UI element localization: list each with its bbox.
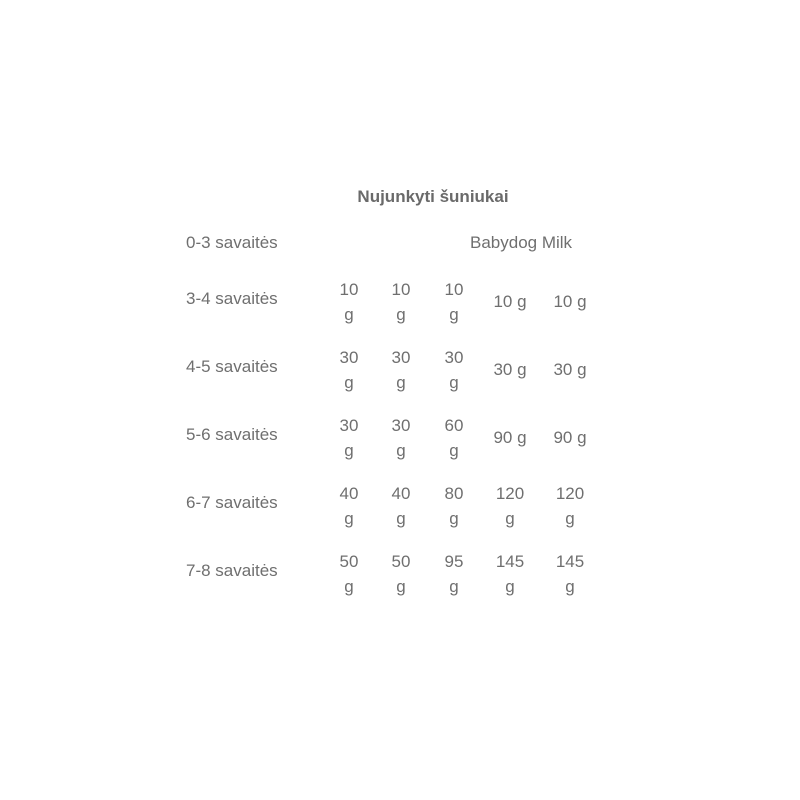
table-cell: 30 g [339,416,359,460]
row-label: 7-8 savaitės [186,561,278,580]
table-cell: 50 g [339,552,359,596]
table-cell: 30 g [391,416,411,460]
row-label: 3-4 savaitės [186,289,278,308]
row-label: 6-7 savaitės [186,493,278,512]
table-cell: 60 g [444,416,464,460]
table-cell: 50 g [391,552,411,596]
table-cell: 95 g [444,552,464,596]
table-cell: 10 g [553,292,587,311]
table-cell: 30 g [493,360,527,379]
table-cell: 90 g [553,428,587,447]
table-cell: 40 g [391,484,411,528]
table-cell: 30 g [339,348,359,392]
table-cell: 145 g [555,552,585,596]
table-cell: 80 g [444,484,464,528]
table-cell: 10 g [444,280,464,324]
table-cell: 30 g [391,348,411,392]
table-cell: 120 g [555,484,585,528]
table-cell: 10 g [493,292,527,311]
babydog-milk-note: Babydog Milk [470,233,573,252]
table-title: Nujunkyti šuniukai [357,187,509,206]
table-cell: 40 g [339,484,359,528]
row-label: 5-6 savaitės [186,425,278,444]
table-cell: 120 g [495,484,525,528]
table-cell: 30 g [444,348,464,392]
table-cell: 90 g [493,428,527,447]
table-cell: 10 g [391,280,411,324]
table-cell: 10 g [339,280,359,324]
table-cell: 30 g [553,360,587,379]
table-cell: 145 g [495,552,525,596]
row-label: 4-5 savaitės [186,357,278,376]
row-label: 0-3 savaitės [186,233,278,252]
